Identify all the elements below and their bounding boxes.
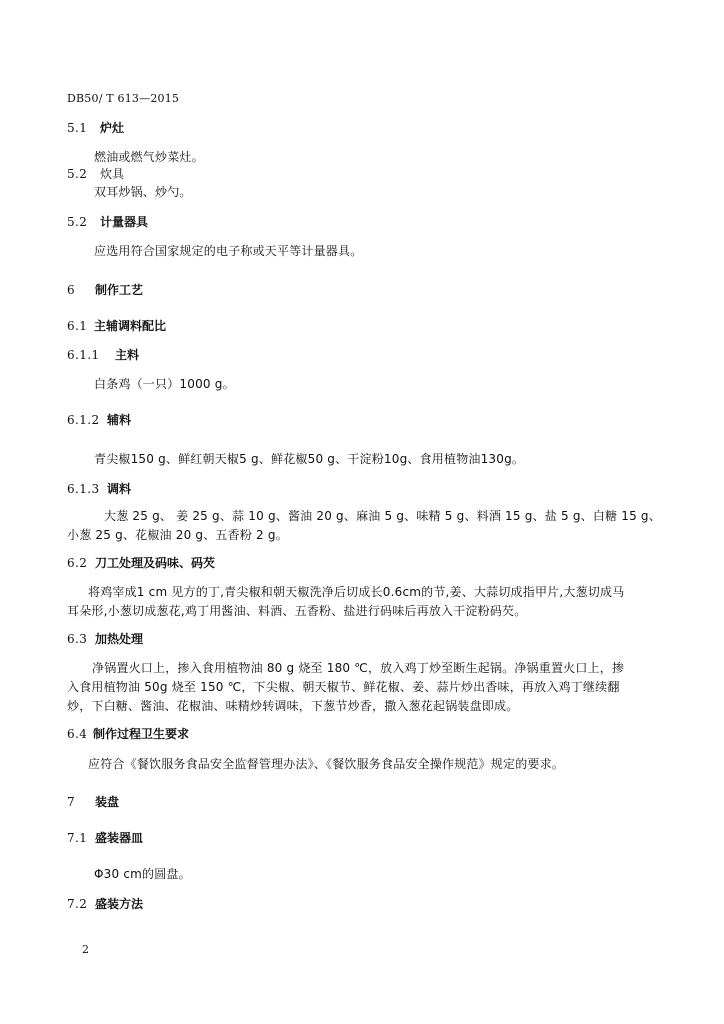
heading-title: 炉灶 xyxy=(100,121,125,135)
heading-7 xyxy=(67,794,119,810)
heading-6-4 xyxy=(67,726,189,742)
heading-number: 7 xyxy=(67,795,76,809)
heading-title: 辅料 xyxy=(107,413,132,427)
heading-number: 6.1.2 xyxy=(67,413,100,427)
heading-title: 计量器具 xyxy=(100,215,149,229)
heading-title: 制作过程卫生要求 xyxy=(93,727,190,741)
heading-title: 刀工处理及码味、码芡 xyxy=(95,556,216,570)
heading-number: 6.1.3 xyxy=(67,482,100,496)
heading-6-1-3 xyxy=(67,481,131,497)
heading-number: 6.3 xyxy=(67,632,88,646)
heading-title: 盛装方法 xyxy=(95,897,144,911)
paragraph-6-3-line-2: 入食用植物油 50g 烧至 150 ℃，下尖椒、朝天椒节、鲜花椒、姜、蒜片炒出香味，再放入鸡丁继续翻 xyxy=(67,680,620,694)
heading-6-3 xyxy=(67,631,143,647)
heading-6-1-1 xyxy=(67,347,139,363)
heading-number: 7.1 xyxy=(67,831,88,845)
heading-number: 6.2 xyxy=(67,556,88,570)
paragraph-5-1: 燃油或燃气炒菜灶。 xyxy=(94,150,204,164)
heading-6-2 xyxy=(67,555,215,571)
heading-number: 6.4 xyxy=(67,727,88,741)
heading-number: 6.1.1 xyxy=(67,348,100,362)
heading-6-1 xyxy=(67,318,166,334)
heading-title: 装盘 xyxy=(95,795,120,809)
paragraph-5-2-measuring: 应选用符合国家规定的电子称或天平等计量器具。 xyxy=(94,244,363,258)
paragraph-6-3-line-1: 净锅置火口上，掺入食用植物油 80 g 烧至 180 ℃，放入鸡丁炒至断生起锅。净锅重置火口上，掺 xyxy=(92,661,625,675)
heading-title: 炊具 xyxy=(100,167,125,181)
paragraph-6-3-line-3: 炒，下白糖、酱油、花椒油、味精炒转调味，下葱节炒香，撒入葱花起锅装盘即成。 xyxy=(67,699,519,713)
heading-title: 调料 xyxy=(107,482,132,496)
heading-5-2-utensils xyxy=(67,166,124,182)
heading-title: 主辅调料配比 xyxy=(94,319,167,333)
heading-number: 5.2 xyxy=(67,167,88,181)
paragraph-6-2-line-2: 耳朵形,小葱切成葱花,鸡丁用酱油、料酒、五香粉、盐进行码味后再放入干淀粉码芡。 xyxy=(67,604,527,618)
paragraph-6-1-2: 青尖椒150 g、鲜红朝天椒5 g、鲜花椒50 g、干淀粉10g、食用植物油130g。 xyxy=(94,452,525,466)
paragraph-6-1-3-line-1: 大葱 25 g、 姜 25 g、蒜 10 g、酱油 20 g、麻油 5 g、味精 5 g、料酒 15 g、盐 5 g、白糖 15 g、 xyxy=(104,509,661,523)
paragraph-6-2-line-1: 将鸡宰成1 cm 见方的丁,青尖椒和朝天椒洗净后切成长0.6cm的节,姜、大蒜切成指甲片,大葱切成马 xyxy=(88,585,625,599)
heading-number: 5.2 xyxy=(67,215,88,229)
heading-number: 7.2 xyxy=(67,897,88,911)
heading-title: 制作工艺 xyxy=(95,283,144,297)
paragraph-6-1-3-line-2: 小葱 25 g、花椒油 20 g、五香粉 2 g。 xyxy=(67,528,288,542)
heading-7-1 xyxy=(67,830,143,846)
heading-7-2 xyxy=(67,896,143,912)
heading-5-2-measuring xyxy=(67,214,148,230)
heading-title: 主料 xyxy=(115,348,140,362)
heading-title: 加热处理 xyxy=(95,632,144,646)
paragraph-6-4: 应符合《餐饮服务食品安全监督管理办法》、《餐饮服务食品安全操作规范》规定的要求。 xyxy=(88,757,565,771)
heading-number: 5.1 xyxy=(67,121,88,135)
document-code: DB50/ T 613—2015 xyxy=(67,92,180,105)
page-number: 2 xyxy=(82,943,89,956)
heading-6-1-2 xyxy=(67,412,131,428)
paragraph-6-1-1: 白条鸡（一只）1000 g。 xyxy=(94,377,235,391)
heading-number: 6.1 xyxy=(67,319,88,333)
heading-6 xyxy=(67,282,143,298)
heading-title: 盛装器皿 xyxy=(95,831,144,845)
heading-number: 6 xyxy=(67,283,76,297)
paragraph-7-1: Φ30 cm的圆盘。 xyxy=(94,867,191,881)
heading-5-1 xyxy=(67,120,124,136)
paragraph-5-2-utensils: 双耳炒锅、炒勺。 xyxy=(94,185,192,199)
